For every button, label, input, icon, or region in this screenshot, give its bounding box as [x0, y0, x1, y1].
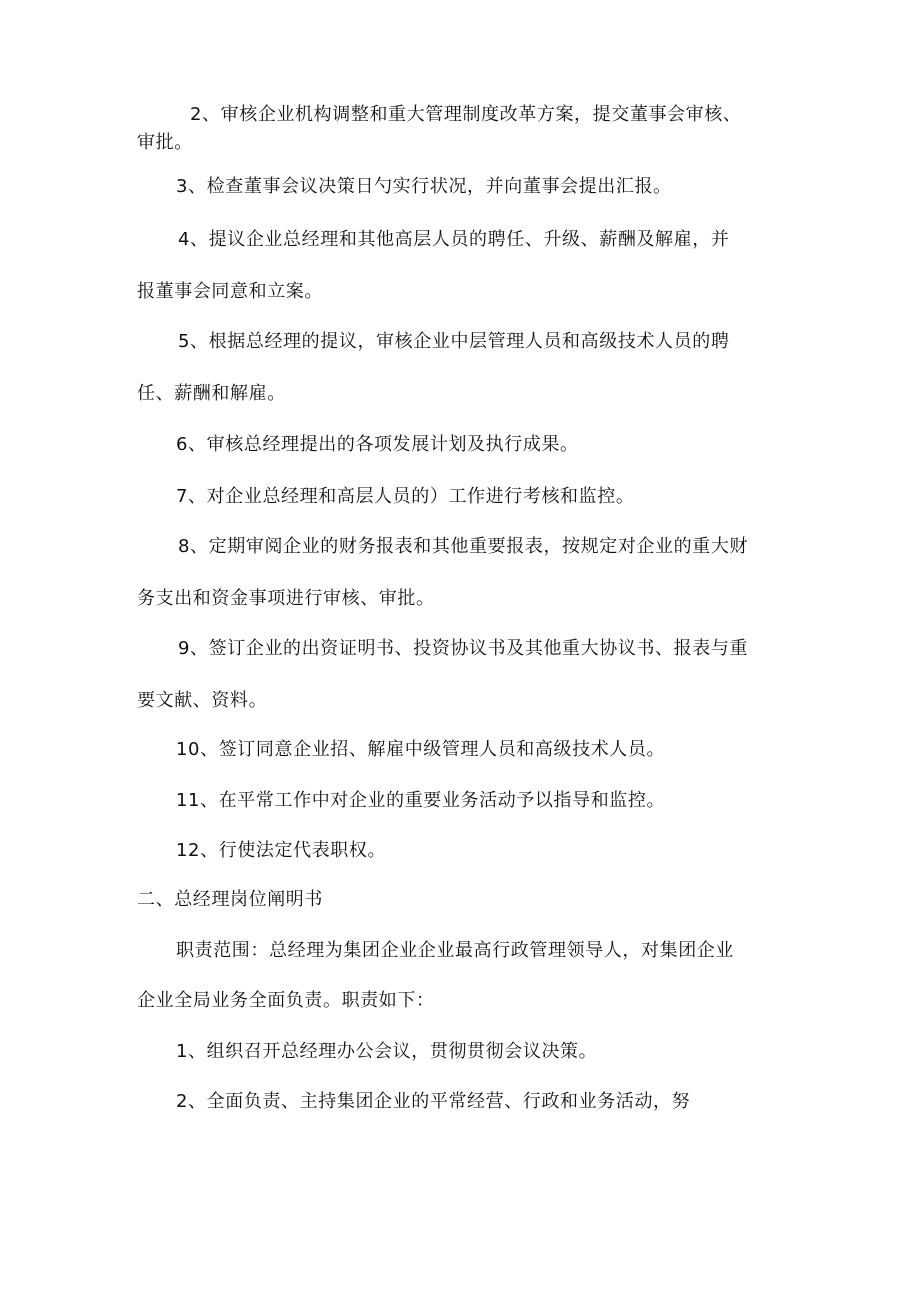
item-11-text: 11、在平常工作中对企业的重要业务活动予以指导和监控。: [176, 790, 666, 811]
item-8-text-line1: 8、定期审阅企业的财务报表和其他重要报表，按规定对企业的重大财: [178, 536, 749, 557]
item-5-text-line1: 5、根据总经理的提议，审核企业中层管理人员和高级技术人员的聘: [178, 331, 730, 352]
duty-scope-line2: 企业全局业务全面负责。职责如下：: [137, 990, 435, 1011]
item-8-text-line2: 务支出和资金事项进行审核、审批。: [137, 588, 435, 609]
section-heading: 二、总经理岗位阐明书: [137, 889, 323, 910]
item-7-text: 7、对企业总经理和高层人员的）工作进行考核和监控。: [176, 486, 635, 507]
item-2-text-line2: 审批。: [137, 132, 193, 153]
item-9-text-line1: 9、签订企业的出资证明书、投资协议书及其他重大协议书、报表与重: [178, 638, 749, 659]
item-9-text-line2: 要文献、资料。: [137, 690, 268, 711]
item-2-text-line1: 2、审核企业机构调整和重大管理制度改革方案，提交董事会审核、: [190, 104, 742, 125]
item-5-text-line2: 任、薪酬和解雇。: [137, 383, 286, 404]
duty-scope-line1: 职责范围：总经理为集团企业企业最高行政管理领导人，对集团企业: [176, 940, 734, 961]
duty-1-text: 1、组织召开总经理办公会议，贯彻贯彻会议决策。: [176, 1041, 598, 1062]
item-6-text: 6、审核总经理提出的各项发展计划及执行成果。: [176, 434, 579, 455]
item-4-text-line2: 报董事会同意和立案。: [137, 281, 323, 302]
item-12-text: 12、行使法定代表职权。: [176, 840, 387, 861]
item-10-text: 10、签订同意企业招、解雇中级管理人员和高级技术人员。: [176, 739, 666, 760]
duty-2-text: 2、全面负责、主持集团企业的平常经营、行政和业务活动，努: [176, 1091, 691, 1112]
item-4-text-line1: 4、提议企业总经理和其他高层人员的聘任、升级、薪酬及解雇，并: [178, 229, 730, 250]
item-3-text: 3、检查董事会议决策日勺实行状况，并向董事会提出汇报。: [176, 176, 672, 197]
